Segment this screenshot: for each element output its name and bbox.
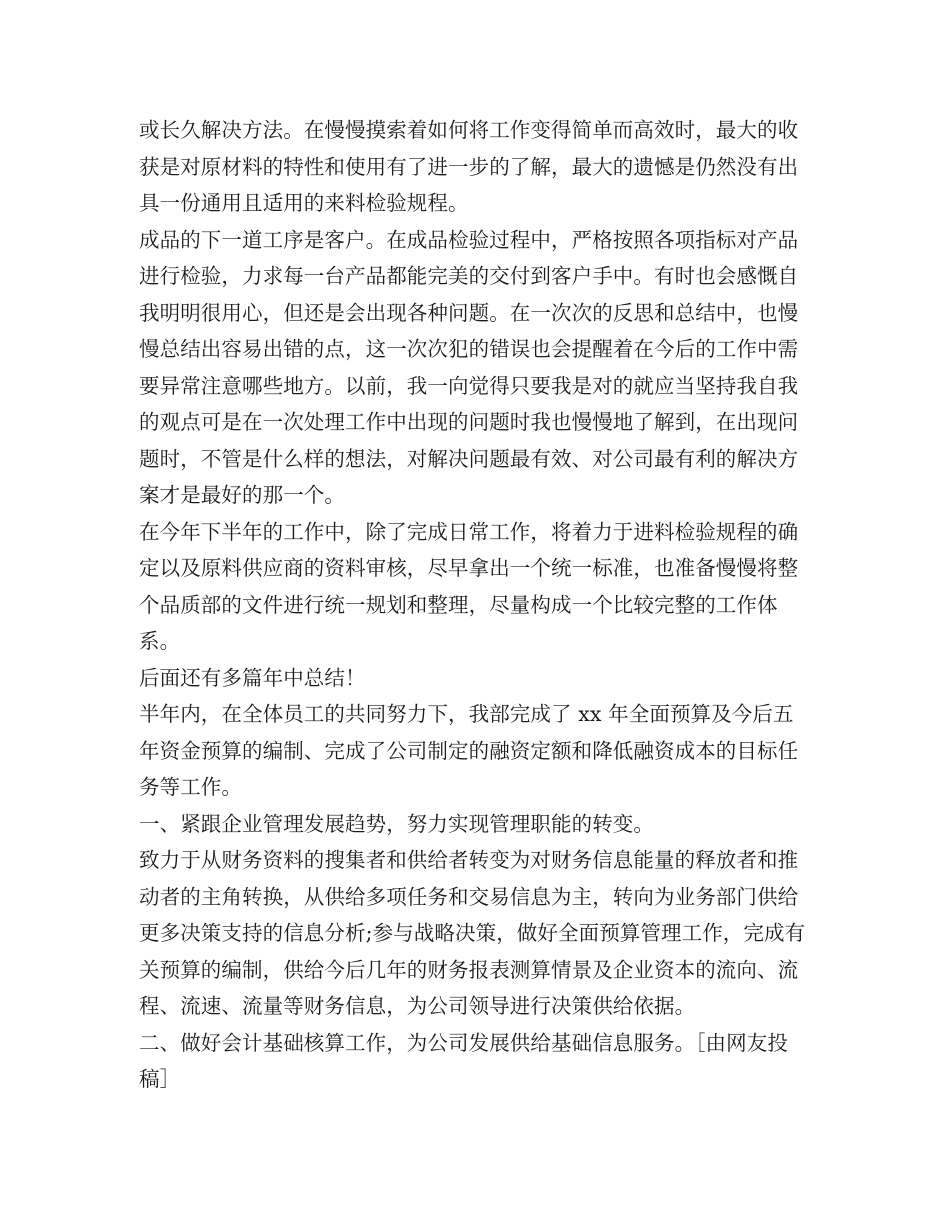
paragraph-second-half-plan: 在今年下半年的工作中，除了完成日常工作，将着力于进料检验规程的确定以及原料供应商的资料审核，尽早拿出一个统一标准，也准备慢慢将整个品质部的文件进行统一规划和整理，尽量构成一个比较完整的工作体系。 [139, 519, 799, 653]
paragraph-more-summaries-note: 后面还有多篇年中总结！ [139, 665, 366, 690]
paragraph-finance-half-year-intro: 半年内，在全体员工的共同努力下，我部完成了 xx 年全面预算及今后五年资金预算的编制、完成了公司制定的融资定额和降低融资成本的目标任务等工作。 [139, 702, 799, 799]
document-body [139, 112, 814, 1098]
section-heading-accounting-basics: 二、做好会计基础核算工作，为公司发展供给基础信息服务。［由网友投稿］ [139, 1030, 788, 1091]
paragraph-role-transformation: 致力于从财务资料的搜集者和供给者转变为对财务信息能量的释放者和推动者的主角转换，从供给多项任务和交易信息为主，转向为业务部门供给更多决策支持的信息分析;参与战略决策，做好全面预算管理工作，完成有关预算的编制，供给今后几年的财务报表测算情景及企业资本的流向、流程、流速、流量等财务信息，为公司领导进行决策供给依据。 [139, 848, 806, 1018]
paragraph-raw-material-summary: 或长久解决方法。在慢慢摸索着如何将工作变得简单而高效时，最大的收获是对原材料的特性和使用有了进一步的了解，最大的遗憾是仍然没有出具一份通用且适用的来料检验规程。 [139, 118, 799, 215]
section-heading-management-trend: 一、紧跟企业管理发展趋势，努力实现管理职能的转变。 [139, 811, 654, 836]
paragraph-finished-product-inspection: 成品的下一道工序是客户。在成品检验过程中，严格按照各项指标对产品进行检验，力求每一台产品都能完美的交付到客户手中。有时也会感慨自我明明很用心，但还是会出现各种问题。在一次次的反思和总结中，也慢慢总结出容易出错的点，这一次次犯的错误也会提醒着在今后的工作中需要异常注意哪些地方。以前，我一向觉得只要我是对的就应当坚持我自我的观点可是在一次处理工作中出现的问题时我也慢慢地了解到，在出现问题时，不管是什么样的想法，对解决问题最有效、对公司最有利的解决方案才是最好的那一个。 [139, 227, 799, 507]
